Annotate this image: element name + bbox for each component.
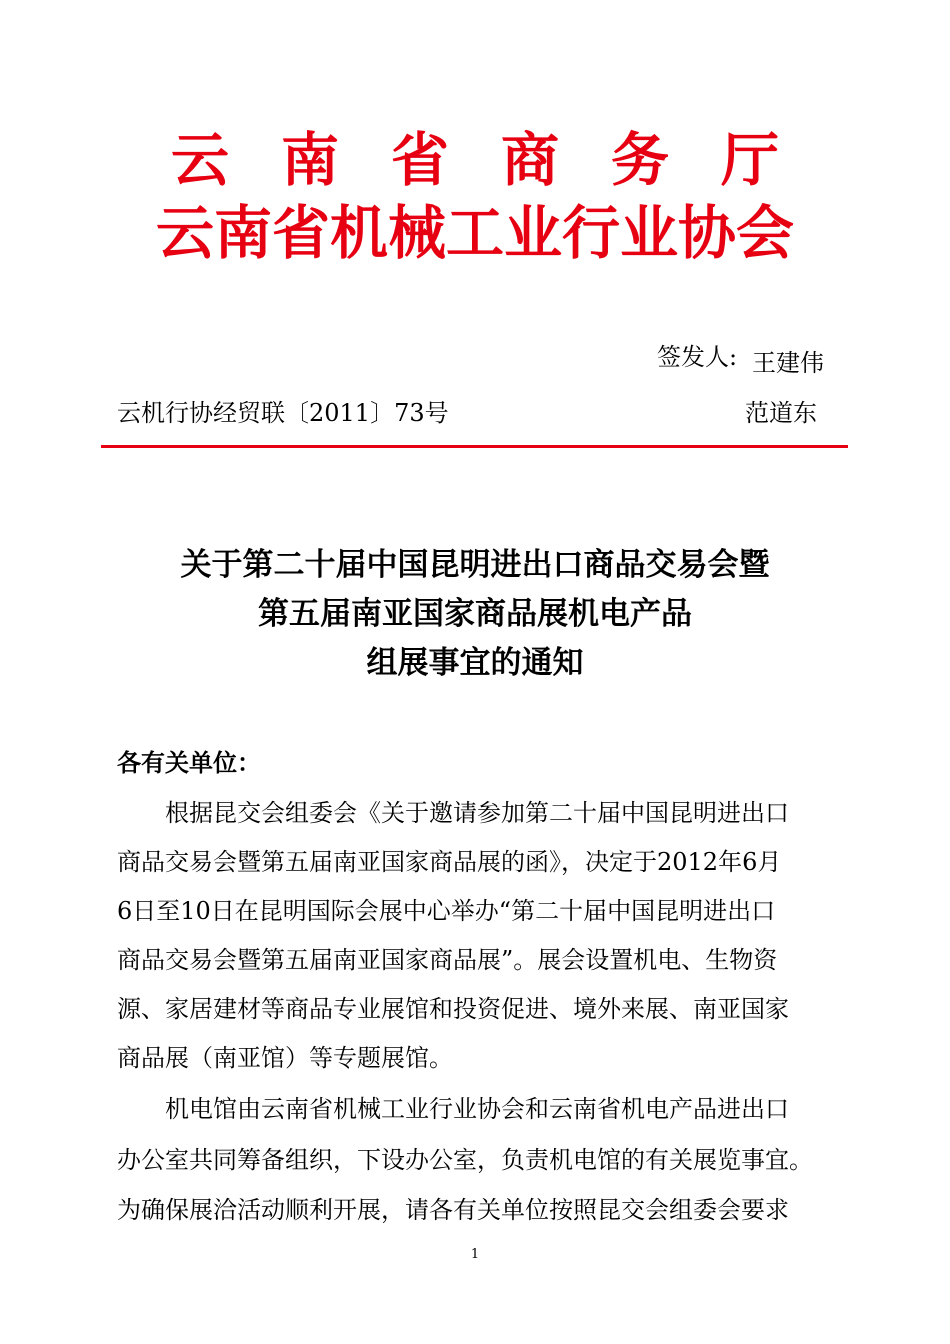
body-line: 商品交易会暨第五届南亚国家商品展”。展会设置机电、生物资 [117, 946, 778, 974]
body-line: 办公室共同筹备组织，下设办公室，负责机电馆的有关展览事宜。 [117, 1146, 813, 1174]
body-line: 商品展（南亚馆）等专题展馆。 [117, 1044, 453, 1072]
red-divider-rule [101, 445, 848, 448]
body-line: 为确保展洽活动顺利开展，请各有关单位按照昆交会组委会要求 [117, 1196, 789, 1224]
body-line: 6日至10日在昆明国际会展中心举办“第二十届中国昆明进出口 [117, 897, 776, 925]
body-line: 商品交易会暨第五届南亚国家商品展的函》，决定于2012年6月 [117, 848, 782, 876]
body-line: 机电馆由云南省机械工业行业协会和云南省机电产品进出口 [165, 1095, 789, 1123]
body-line: 根据昆交会组委会《关于邀请参加第二十届中国昆明进出口 [165, 799, 789, 827]
document-number: 云机行协经贸联〔2011〕73号 [117, 399, 449, 427]
notice-title-line-3: 组展事宜的通知 [366, 645, 584, 681]
signer-name-2: 范道东 [745, 399, 817, 427]
issuer-name-commerce-department: 云南省商务厅 [170, 126, 831, 194]
body-line: 源、家居建材等商品专业展馆和投资促进、境外来展、南亚国家 [117, 995, 789, 1023]
salutation: 各有关单位： [117, 749, 261, 777]
page-number: 1 [470, 1247, 480, 1262]
issuer-name-machinery-association: 云南省机械工业行业协会 [155, 199, 794, 267]
signer-label: 签发人: [657, 343, 738, 371]
notice-title-line-2: 第五届南亚国家商品展机电产品 [258, 596, 692, 632]
notice-title-line-1: 关于第二十届中国昆明进出口商品交易会暨 [180, 547, 770, 583]
signer-name-1: 王建伟 [752, 349, 824, 377]
